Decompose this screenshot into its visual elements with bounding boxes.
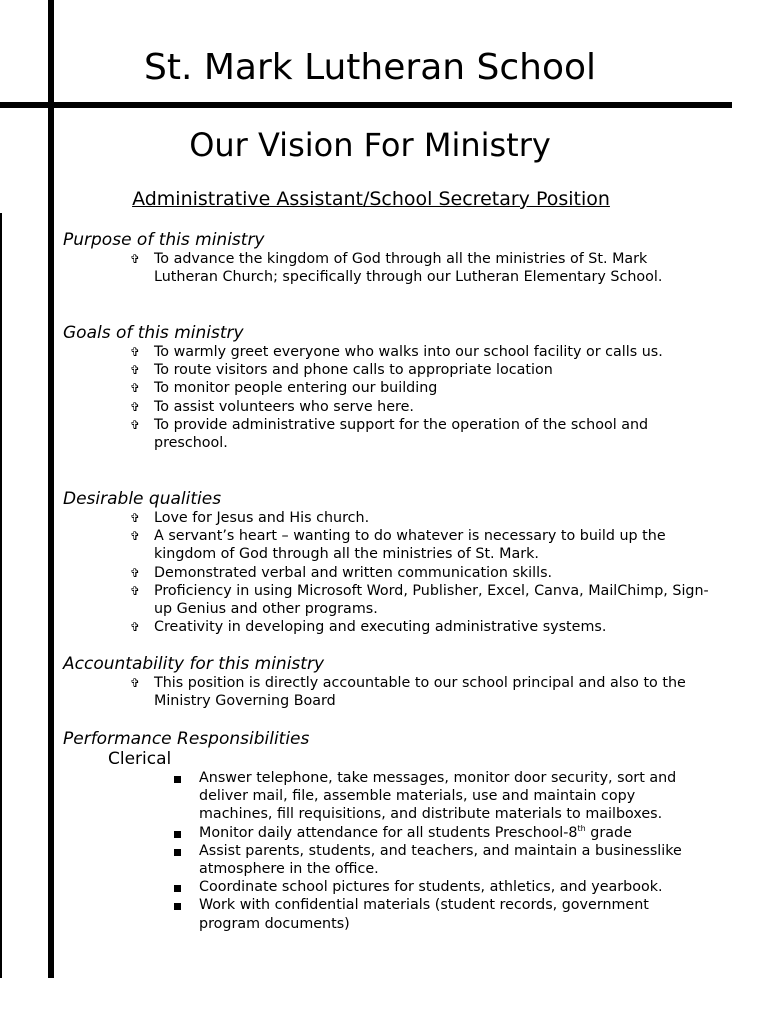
list-item [130,618,712,636]
accountability-heading: Accountability for this ministry [63,654,325,674]
list-item [199,878,712,896]
qualities-heading: Desirable qualities [63,489,222,509]
list-item [130,250,712,286]
purpose-heading: Purpose of this ministry [63,230,265,250]
list-item-text: To warmly greet everyone who walks into our school facility or calls us. [154,344,663,360]
list-item-text: To provide administrative support for the operation of the school and preschool. [154,416,649,452]
square-bullet-icon [174,831,181,838]
square-bullet-icon [174,849,181,856]
list-item [130,509,712,527]
list-item [130,582,712,618]
list-item-text: Love for Jesus and His church. [154,510,370,526]
cross-bullet-icon: ✞ [130,252,141,266]
list-item-text: Coordinate school pictures for students, athletics, and yearbook. [199,879,663,896]
list-item-text: Creativity in developing and executing administrative systems. [154,619,607,636]
position-title: Administrative Assistant/School Secretary Position [132,188,610,210]
list-item-text: To route visitors and phone calls to appropriate location [154,362,553,379]
list-item [199,824,712,842]
list-item [130,379,712,397]
list-item-text: To advance the kingdom of God through all the ministries of St. Mark Lutheran Church; specifically through our Lutheran Elementary School. [154,251,663,286]
performance-heading: Performance Responsibilities [63,729,310,749]
horizontal-rule [0,102,732,108]
goals-section [63,323,712,452]
qualities-section [63,489,712,636]
cross-bullet-icon: ✞ [130,676,141,690]
cross-bullet-icon: ✞ [130,565,141,580]
cross-bullet-icon: ✞ [130,399,141,414]
list-item-text: grade [585,824,632,841]
list-item [199,842,712,878]
accountability-section [63,654,712,710]
cross-bullet-icon: ✞ [130,381,141,396]
list-item [130,361,712,379]
list-item-text: Monitor daily attendance for all students Preschool-8 [199,824,578,841]
school-name: St. Mark Lutheran School [144,47,597,88]
list-item [130,416,712,452]
cross-bullet-icon: ✞ [130,417,141,432]
cross-bullet-icon: ✞ [130,363,141,378]
list-item-text: Proficiency in using Microsoft Word, Publisher, Excel, Canva, MailChimp, Sign-up Genius and other programs. [154,582,709,618]
cross-bullet-icon: ✞ [130,620,141,635]
list-item-text: Assist parents, students, and teachers, and maintain a businesslike atmosphere in the office. [199,842,682,878]
square-bullet-icon [174,885,181,892]
list-item-text: This position is directly accountable to our school principal and also to the Ministry Governing Board [154,675,686,710]
square-bullet-icon [174,776,181,783]
clerical-subheading: Clerical [108,749,172,769]
cross-bullet-icon: ✞ [130,583,141,598]
purpose-section [63,230,712,286]
cross-bullet-icon: ✞ [130,529,141,544]
list-item [130,564,712,582]
square-bullet-icon [174,903,181,910]
list-item-text: Demonstrated verbal and written communication skills. [154,564,553,581]
list-item [130,343,712,361]
list-item [199,769,712,824]
performance-section [63,729,712,933]
left-edge-line [0,213,2,978]
list-item-text: A servant’s heart – wanting to do whatever is necessary to build up the kingdom of God through all the ministries of St. Mark. [154,528,666,563]
list-item [130,398,712,416]
list-item [199,896,712,932]
list-item-text: To monitor people entering our building [154,380,438,397]
superscript: th [577,823,586,833]
goals-heading: Goals of this ministry [63,323,244,343]
vision-title: Our Vision For Ministry [189,126,551,164]
list-item [130,674,712,710]
cross-bullet-icon: ✞ [130,511,141,525]
list-item-text: Work with confidential materials (student records, government program documents) [199,897,649,932]
list-item [130,527,712,563]
list-item-text: Answer telephone, take messages, monitor door security, sort and deliver mail, file, assemble materials, use and maintain copy machines, fill requisitions, and distribute materials to mailboxes. [199,770,677,823]
cross-bullet-icon: ✞ [130,345,141,359]
list-item-text: To assist volunteers who serve here. [154,398,414,415]
